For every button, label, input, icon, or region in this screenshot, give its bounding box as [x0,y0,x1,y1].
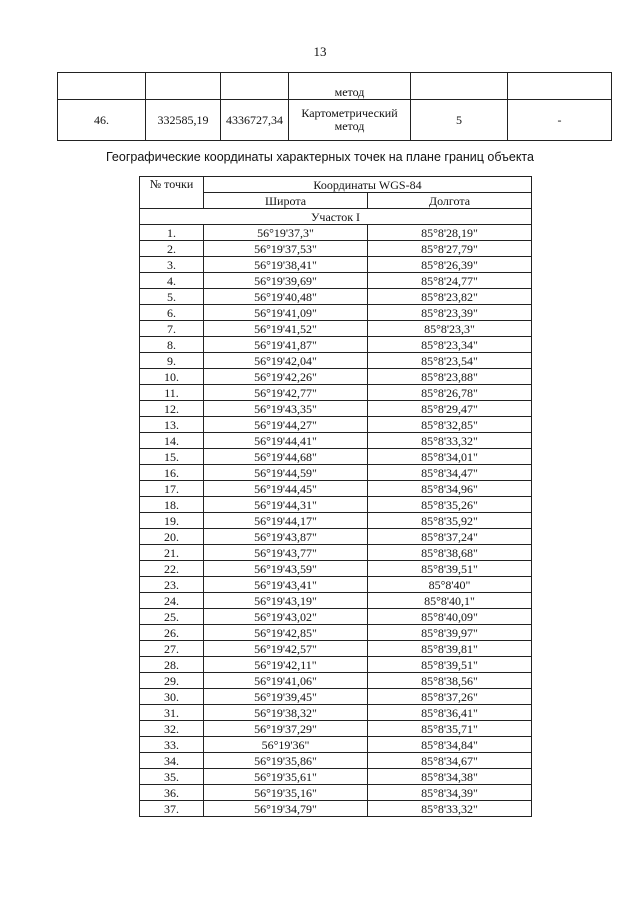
section-row [140,209,532,225]
longitude-cell: 85°8'40,09" [368,609,532,625]
table-row [140,577,532,593]
table-row [140,481,532,497]
latitude-cell: 56°19'44,68" [204,449,368,465]
point-number-cell: 34. [140,753,204,769]
longitude-cell: 85°8'35,92" [368,513,532,529]
table-row [140,241,532,257]
latitude-cell: 56°19'35,16" [204,785,368,801]
table-row [140,545,532,561]
latitude-cell: 56°19'38,32" [204,705,368,721]
table-row [140,497,532,513]
latitude-cell: 56°19'43,35" [204,401,368,417]
longitude-cell: 85°8'34,84" [368,737,532,753]
latitude-cell: 56°19'42,77" [204,385,368,401]
longitude-cell: 85°8'32,85" [368,417,532,433]
latitude-cell: 56°19'44,45" [204,481,368,497]
table-row [140,561,532,577]
longitude-header: Долгота [368,193,532,209]
x-coordinate-cell: 332585,19 [146,100,221,141]
latitude-cell: 56°19'43,19" [204,593,368,609]
point-number-cell: 19. [140,513,204,529]
longitude-cell: 85°8'35,26" [368,497,532,513]
point-number-header: № точки [140,177,204,209]
page-number: 13 [313,44,327,59]
latitude-cell: 56°19'42,04" [204,353,368,369]
longitude-cell: 85°8'26,78" [368,385,532,401]
point-number-cell: 33. [140,737,204,753]
table-row [140,401,532,417]
latitude-cell: 56°19'43,77" [204,545,368,561]
table-row [140,769,532,785]
longitude-cell: 85°8'39,81" [368,641,532,657]
coordinate-system-header: Координаты WGS-84 [204,177,532,193]
longitude-cell: 85°8'34,67" [368,753,532,769]
longitude-cell: 85°8'34,96" [368,481,532,497]
point-number-cell: 16. [140,465,204,481]
point-number-cell: 24. [140,593,204,609]
longitude-cell: 85°8'23,88" [368,369,532,385]
longitude-cell: 85°8'28,19" [368,225,532,241]
point-number-cell: 5. [140,289,204,305]
point-number-cell: 22. [140,561,204,577]
latitude-cell: 56°19'41,87" [204,337,368,353]
point-number-cell: 23. [140,577,204,593]
latitude-cell: 56°19'42,85" [204,625,368,641]
point-number-cell: 35. [140,769,204,785]
table-row [140,641,532,657]
longitude-cell: 85°8'34,39" [368,785,532,801]
table-row [140,385,532,401]
point-number-cell: 12. [140,401,204,417]
table-row [140,721,532,737]
longitude-cell: 85°8'23,54" [368,353,532,369]
point-number-cell: 6. [140,305,204,321]
accuracy-cell: 5 [411,100,508,141]
point-number-cell: 17. [140,481,204,497]
longitude-cell: 85°8'23,3" [368,321,532,337]
latitude-cell: 56°19'43,59" [204,561,368,577]
point-number-cell: 28. [140,657,204,673]
point-number-cell: 7. [140,321,204,337]
table-row [140,513,532,529]
longitude-cell: 85°8'39,97" [368,625,532,641]
table-row [140,737,532,753]
table-row [140,465,532,481]
latitude-cell: 56°19'39,45" [204,689,368,705]
method-cell: Картометрический метод [289,100,411,141]
table-row [140,609,532,625]
latitude-cell: 56°19'40,48" [204,289,368,305]
longitude-cell: 85°8'33,32" [368,433,532,449]
table-row [140,273,532,289]
point-number-cell: 14. [140,433,204,449]
longitude-cell: 85°8'27,79" [368,241,532,257]
latitude-cell: 56°19'44,27" [204,417,368,433]
point-number-cell: 13. [140,417,204,433]
table-row [140,801,532,817]
longitude-cell: 85°8'29,47" [368,401,532,417]
table-row [58,73,612,100]
table-row [140,625,532,641]
point-number-cell: 46. [58,100,146,141]
table-row [140,673,532,689]
table-row [140,449,532,465]
point-number-cell: 20. [140,529,204,545]
point-number-cell: 8. [140,337,204,353]
table-header-row [140,177,532,193]
longitude-cell: 85°8'37,24" [368,529,532,545]
table-row [140,257,532,273]
longitude-cell: 85°8'33,32" [368,801,532,817]
note-cell: - [508,100,612,141]
point-number-cell: 30. [140,689,204,705]
longitude-cell: 85°8'40,1" [368,593,532,609]
point-number-cell: 21. [140,545,204,561]
point-number-cell: 2. [140,241,204,257]
latitude-cell: 56°19'43,02" [204,609,368,625]
table-row [140,657,532,673]
table-cell [58,73,146,100]
point-number-cell: 37. [140,801,204,817]
latitude-cell: 56°19'42,26" [204,369,368,385]
point-number-cell: 15. [140,449,204,465]
point-number-cell: 26. [140,625,204,641]
point-number-cell: 36. [140,785,204,801]
table-row [140,705,532,721]
longitude-cell: 85°8'38,56" [368,673,532,689]
table-caption: Географические координаты характерных точек на плане границ объекта [106,150,534,164]
point-number-cell: 1. [140,225,204,241]
point-number-cell: 4. [140,273,204,289]
table-row [140,689,532,705]
table-row [140,417,532,433]
table-row [140,785,532,801]
point-number-cell: 9. [140,353,204,369]
latitude-cell: 56°19'37,3" [204,225,368,241]
latitude-cell: 56°19'41,06" [204,673,368,689]
latitude-cell: 56°19'37,29" [204,721,368,737]
point-number-cell: 25. [140,609,204,625]
table-row [140,369,532,385]
latitude-cell: 56°19'43,87" [204,529,368,545]
point-number-cell: 11. [140,385,204,401]
point-number-cell: 27. [140,641,204,657]
longitude-cell: 85°8'38,68" [368,545,532,561]
table-row [140,593,532,609]
point-number-cell: 3. [140,257,204,273]
y-coordinate-cell: 4336727,34 [221,100,289,141]
point-number-cell: 31. [140,705,204,721]
latitude-cell: 56°19'41,09" [204,305,368,321]
longitude-cell: 85°8'24,77" [368,273,532,289]
latitude-cell: 56°19'44,31" [204,497,368,513]
point-number-cell: 18. [140,497,204,513]
longitude-cell: 85°8'26,39" [368,257,532,273]
longitude-cell: 85°8'34,38" [368,769,532,785]
latitude-cell: 56°19'37,53" [204,241,368,257]
table-cell [146,73,221,100]
latitude-cell: 56°19'38,41" [204,257,368,273]
latitude-cell: 56°19'44,17" [204,513,368,529]
longitude-cell: 85°8'23,39" [368,305,532,321]
table-cell [221,73,289,100]
continued-coordinates-table [57,72,612,141]
latitude-cell: 56°19'42,11" [204,657,368,673]
longitude-cell: 85°8'40" [368,577,532,593]
latitude-cell: 56°19'42,57" [204,641,368,657]
table-row [140,289,532,305]
table-row [58,100,612,141]
latitude-cell: 56°19'43,41" [204,577,368,593]
latitude-cell: 56°19'34,79" [204,801,368,817]
latitude-cell: 56°19'35,86" [204,753,368,769]
latitude-cell: 56°19'36" [204,737,368,753]
longitude-cell: 85°8'37,26" [368,689,532,705]
latitude-cell: 56°19'39,69" [204,273,368,289]
table-cell [411,73,508,100]
table-row [140,321,532,337]
table-cell [508,73,612,100]
latitude-cell: 56°19'44,41" [204,433,368,449]
point-number-cell: 29. [140,673,204,689]
longitude-cell: 85°8'39,51" [368,561,532,577]
longitude-cell: 85°8'39,51" [368,657,532,673]
table-row [140,305,532,321]
longitude-cell: 85°8'23,34" [368,337,532,353]
point-number-cell: 32. [140,721,204,737]
latitude-cell: 56°19'41,52" [204,321,368,337]
table-row [140,225,532,241]
longitude-cell: 85°8'34,01" [368,449,532,465]
table-row [140,337,532,353]
latitude-cell: 56°19'44,59" [204,465,368,481]
latitude-cell: 56°19'35,61" [204,769,368,785]
longitude-cell: 85°8'36,41" [368,705,532,721]
section-title: Участок I [140,209,532,225]
table-row [140,753,532,769]
wgs84-coordinates-table [139,176,532,817]
table-row [140,353,532,369]
table-cell: метод [289,73,411,100]
longitude-cell: 85°8'34,47" [368,465,532,481]
longitude-cell: 85°8'23,82" [368,289,532,305]
point-number-cell: 10. [140,369,204,385]
table-row [140,433,532,449]
table-row [140,529,532,545]
longitude-cell: 85°8'35,71" [368,721,532,737]
latitude-header: Широта [204,193,368,209]
